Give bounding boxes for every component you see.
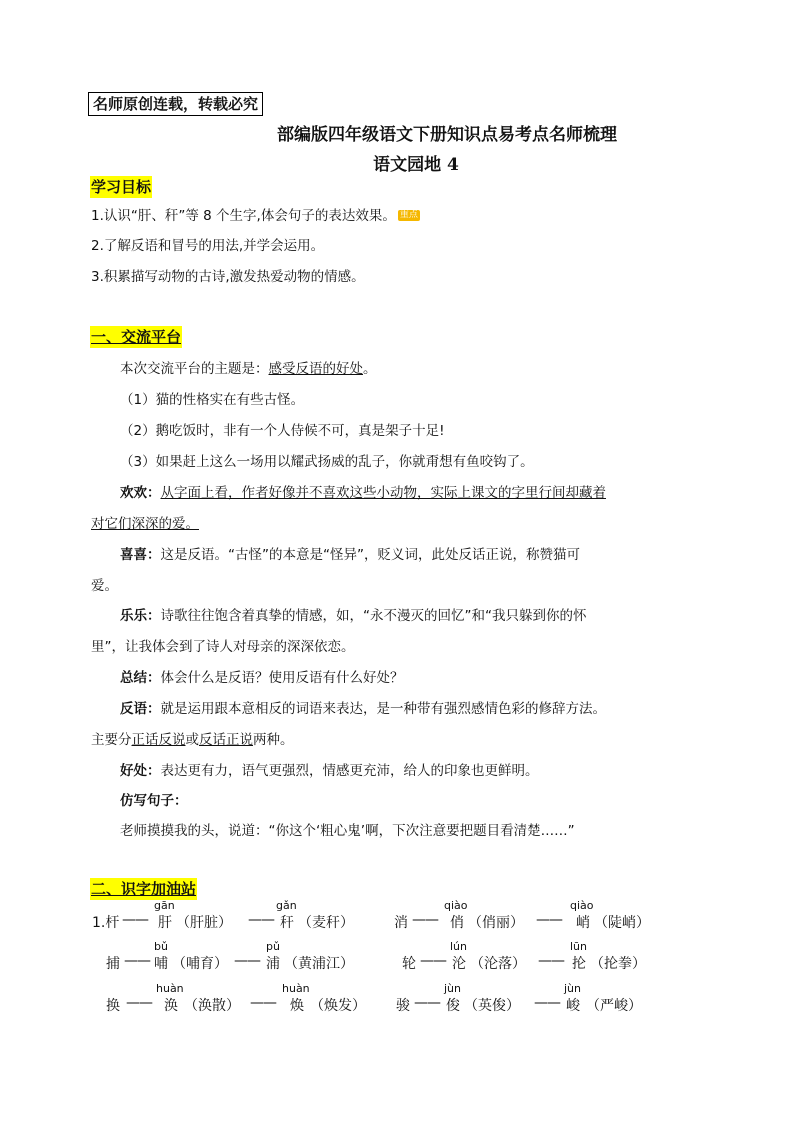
intro-prefix: 本次交流平台的主题是：: [120, 361, 269, 377]
speaker-label: 乐乐：: [120, 608, 161, 624]
word: （沦落）: [470, 956, 526, 972]
benefit-line: [120, 759, 539, 779]
irony-type: 反话正说: [199, 732, 253, 748]
huanhuan-line-cont: 对它们深深的爱。: [91, 516, 199, 532]
character: 涣: [164, 998, 178, 1014]
irony-definition-cont: [91, 728, 294, 748]
speaker-label: 欢欢：: [120, 485, 161, 501]
pinyin: huàn: [156, 982, 184, 995]
intro-topic: 感受反语的好处: [268, 361, 363, 377]
example-sentence: （2）鹅吃饭时，非有一个人侍候不可，真是架子十足!: [120, 423, 445, 439]
pinyin: bǔ: [154, 940, 168, 953]
word: （麦秆）: [298, 915, 354, 931]
word: （抡拳）: [590, 956, 646, 972]
dash: ——: [538, 953, 564, 969]
lele-line: [120, 604, 586, 624]
irony-text: 就是运用跟本意相反的词语来表达，是一种带有强烈感情色彩的修辞方法。: [160, 701, 606, 717]
character: 秆: [280, 915, 294, 931]
speaker-text: 这是反语。“古怪”的本意是“怪异”，贬义词，此处反话正说，称赞猫可: [160, 547, 580, 563]
intro-suffix: 。: [363, 361, 377, 377]
pinyin: gān: [154, 899, 175, 912]
pinyin: pǔ: [266, 940, 280, 953]
character: 哺: [154, 956, 168, 972]
word: （陡峭）: [594, 915, 650, 931]
dash: ——: [248, 912, 274, 928]
dash: ——: [126, 995, 152, 1011]
pinyin: jùn: [444, 982, 461, 995]
dash: ——: [250, 995, 276, 1011]
base-character: 骏: [396, 998, 410, 1014]
word: （哺育）: [172, 956, 228, 972]
summary-line: [120, 666, 404, 686]
pinyin: lūn: [570, 940, 587, 953]
objective-text: 1.认识“肝、秆”等 8 个生字,体会句子的表达效果。: [91, 208, 396, 224]
irony-text: 或: [185, 732, 199, 748]
summary-text: 体会什么是反语？使用反语有什么好处？: [160, 670, 404, 686]
character: 沦: [452, 956, 466, 972]
objective-item: 2.了解反语和冒号的用法,并学会运用。: [91, 238, 325, 254]
dash: ——: [420, 953, 446, 969]
pinyin: huàn: [282, 982, 310, 995]
summary-label: 总结：: [120, 670, 161, 686]
irony-text: 两种。: [253, 732, 294, 748]
benefit-text: 表达更有力，语气更强烈，情感更充沛，给人的印象也更鲜明。: [160, 763, 539, 779]
lele-line-cont: 里”，让我体会到了诗人对母亲的深深依恋。: [91, 639, 355, 655]
irony-type: 正话反说: [131, 732, 186, 748]
word: （肝脏）: [176, 915, 232, 931]
xixi-line: [120, 543, 580, 563]
word: （英俊）: [464, 998, 520, 1014]
dash: ——: [534, 995, 560, 1011]
dash: ——: [124, 953, 150, 969]
character: 抡: [572, 956, 586, 972]
pinyin: jùn: [564, 982, 581, 995]
character: 肝: [158, 915, 172, 931]
pinyin: qiào: [444, 899, 468, 912]
word: （黄浦江）: [284, 956, 354, 972]
character: 俊: [446, 998, 460, 1014]
base-character: 1.杆: [92, 915, 120, 931]
base-character: 捕: [106, 956, 120, 972]
character: 焕: [290, 998, 304, 1014]
objective-item: 3.积累描写动物的古诗,激发热爱动物的情感。: [91, 269, 365, 285]
imitate-label: 仿写句子：: [120, 793, 188, 809]
dash: ——: [414, 995, 440, 1011]
dash: ——: [122, 912, 148, 928]
word: （严峻）: [586, 998, 642, 1014]
key-point-badge: 重点: [399, 210, 418, 220]
word: （焕发）: [310, 998, 366, 1014]
document-subtitle: 语文园地 4: [373, 155, 459, 175]
word: （俏丽）: [468, 915, 524, 931]
character: 峻: [566, 998, 580, 1014]
example-sentence: （3）如果赶上这么一场用以耀武扬威的乱子，你就甭想有鱼咬钩了。: [120, 454, 534, 470]
dash: ——: [234, 953, 260, 969]
word: （涣散）: [184, 998, 240, 1014]
pinyin: lún: [450, 940, 467, 953]
section-heading-exchange: 一、交流平台: [91, 328, 182, 346]
pinyin: qiào: [570, 899, 594, 912]
irony-text: 主要分: [91, 732, 132, 748]
speaker-text: 从字面上看，作者好像并不喜欢这些小动物，实际上课文的字里行间却藏着: [160, 485, 606, 501]
base-character: 轮: [402, 956, 416, 972]
document-title: 部编版四年级语文下册知识点易考点名师梳理: [277, 125, 617, 145]
speaker-text: 诗歌往往饱含着真挚的情感，如，“永不漫灭的回忆”和“我只躲到你的怀: [160, 608, 587, 624]
intro-line: [120, 357, 377, 377]
imitate-text: 老师摸摸我的头，说道：“你这个‘粗心鬼’啊，下次注意要把题目看清楚……”: [120, 823, 575, 839]
pinyin: gǎn: [276, 899, 297, 912]
character: 峭: [576, 915, 590, 931]
objectives-heading: 学习目标: [91, 178, 152, 196]
xixi-line-cont: 爱。: [91, 578, 118, 594]
irony-label: 反语：: [120, 701, 161, 717]
benefit-label: 好处：: [120, 763, 161, 779]
huanhuan-line: [120, 481, 606, 501]
dash: ——: [412, 912, 438, 928]
character: 俏: [450, 915, 464, 931]
copyright-notice: 名师原创连载，转载必究: [88, 92, 263, 116]
character: 浦: [266, 956, 280, 972]
irony-definition-line: [120, 697, 606, 717]
base-character: 换: [106, 998, 120, 1014]
section-heading-literacy: 二、识字加油站: [91, 880, 197, 898]
dash: ——: [536, 912, 562, 928]
objective-item: [91, 204, 420, 224]
speaker-label: 喜喜：: [120, 547, 161, 563]
example-sentence: （1）猫的性格实在有些古怪。: [120, 392, 305, 408]
base-character: 消: [394, 915, 408, 931]
